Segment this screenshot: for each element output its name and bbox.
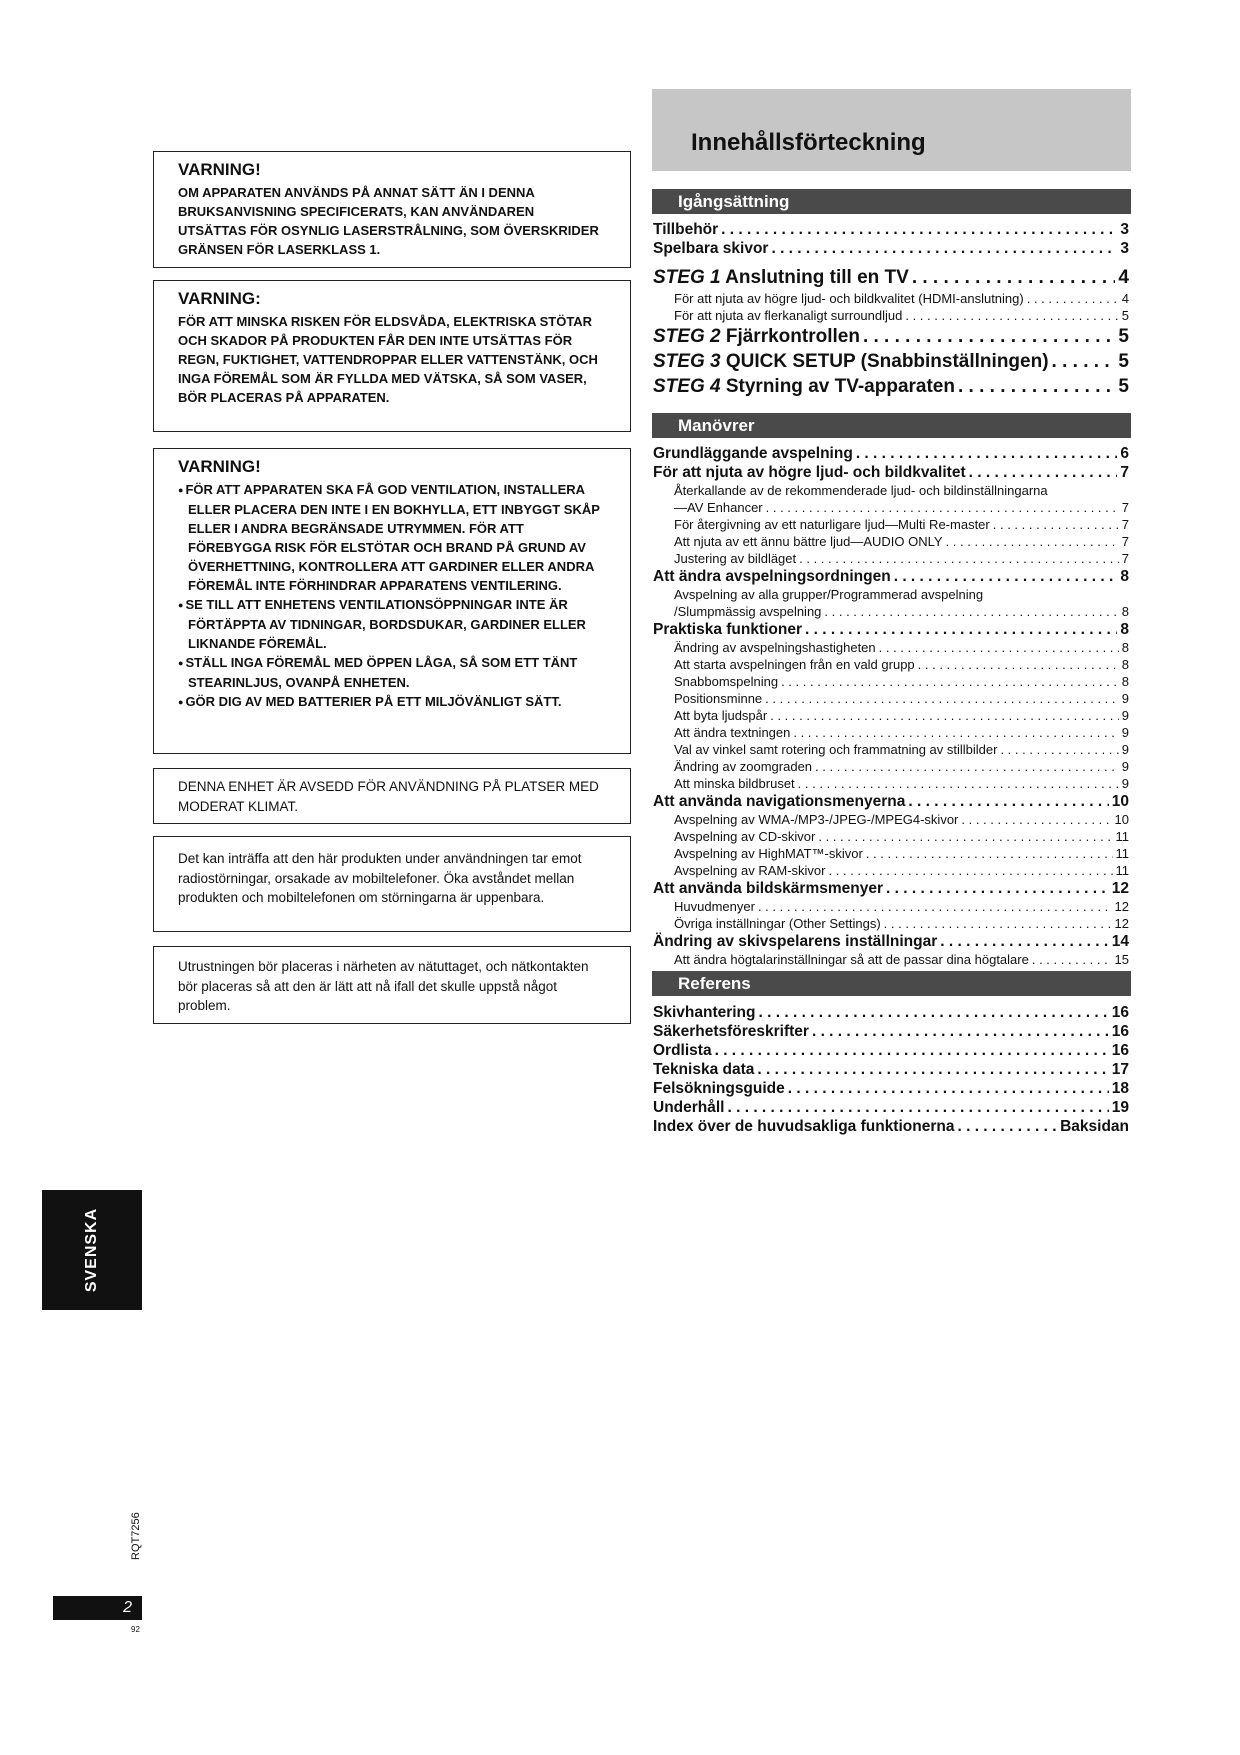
toc-sub-entry[interactable]: /Slumpmässig avspelning . . . 8 xyxy=(653,603,1129,620)
toc-sub-entry[interactable]: Ändring av zoomgraden . . . 9 xyxy=(653,758,1129,775)
toc-entry[interactable]: Grundläggande avspelning . . . 6 xyxy=(653,444,1129,463)
toc-sub-entry[interactable]: Positionsminne . . . 9 xyxy=(653,690,1129,707)
toc-entry[interactable]: Ordlista . . . 16 xyxy=(653,1041,1129,1060)
toc-entry[interactable]: Säkerhetsföreskrifter . . . 16 xyxy=(653,1022,1129,1041)
warning-list xyxy=(178,480,606,712)
notice-radio-interference xyxy=(153,836,631,932)
notice-text: Det kan inträffa att den här produkten under användningen tar emot radiostörningar, orsakade av mobiltelefoner. Öka avståndet mellan produkten och mobiltelefonen om störningarna är uppenbara. xyxy=(178,851,582,905)
toc-entry[interactable]: Skivhantering . . . 16 xyxy=(653,1003,1129,1022)
warning-box-fire xyxy=(153,280,631,432)
toc-entry[interactable]: Ändring av skivspelarens inställningar . . . 14 xyxy=(653,932,1129,951)
toc-list-igangsattning xyxy=(653,220,1129,258)
toc-entry-steg-4[interactable]: STEG 4 Styrning av TV-apparaten . . . 5 xyxy=(653,374,1129,399)
toc-header xyxy=(652,89,1131,171)
language-label: SVENSKA xyxy=(83,1207,100,1293)
notice-climate xyxy=(153,768,631,824)
page-number: 2 xyxy=(53,1596,142,1620)
toc-sub-entry[interactable]: Att ändra textningen . . . 9 xyxy=(653,724,1129,741)
warning-box-ventilation xyxy=(153,448,631,754)
toc-sub-entry[interactable]: Val av vinkel samt rotering och frammatning av stillbilder . . . 9 xyxy=(653,741,1129,758)
section-referens: Referens xyxy=(652,971,1131,996)
warning-item: ● SE TILL ATT ENHETENS VENTILATIONSÖPPNINGAR INTE ÄR FÖRTÄPPTA AV TIDNINGAR, BORDSDUKAR, GARDINER ELLER LIKNANDE FÖREMÅL. xyxy=(178,595,606,653)
toc-entry-steg-1[interactable]: STEG 1 Anslutning till en TV . . . 4 xyxy=(653,265,1129,290)
warning-heading: VARNING! xyxy=(178,457,261,476)
toc-entry[interactable]: Att använda bildskärmsmenyer . . . 12 xyxy=(653,879,1129,898)
toc-sub-entry[interactable]: Huvudmenyer . . . 12 xyxy=(653,898,1129,915)
toc-entry[interactable]: Tillbehör . . . 3 xyxy=(653,220,1129,239)
toc-sub-entry[interactable]: Avspelning av RAM-skivor . . . 11 xyxy=(653,862,1129,879)
toc-entry-steg-3[interactable]: STEG 3 QUICK SETUP (Snabbinställningen) . . . 5 xyxy=(653,349,1129,374)
notice-power-outlet xyxy=(153,946,631,1024)
model-code: RQT7256 xyxy=(130,1512,142,1560)
toc-sub-entry[interactable]: Avspelning av CD-skivor . . . 11 xyxy=(653,828,1129,845)
toc-title: Innehållsförteckning xyxy=(691,129,926,156)
warning-text: OM APPARATEN ANVÄNDS PÅ ANNAT SÄTT ÄN I DENNA BRUKSANVISNING SPECIFICERATS, KAN ANVÄNDAREN UTSÄTTAS FÖR OSYNLIG LASERSTRÅLNING, SOM ÖVERSKRIDER GRÄNSEN FÖR LASERKLASS 1. xyxy=(178,185,599,257)
warning-heading: VARNING: xyxy=(178,289,261,308)
warning-item: ● STÄLL INGA FÖREMÅL MED ÖPPEN LÅGA, SÅ SOM ETT TÄNT STEARINLJUS, OVANPÅ ENHETEN. xyxy=(178,653,606,692)
toc-entry[interactable]: Tekniska data . . . 17 xyxy=(653,1060,1129,1079)
toc-entry[interactable]: För att njuta av högre ljud- och bildkvalitet . . . 7 xyxy=(653,463,1129,482)
toc-sub-entry[interactable]: För återgivning av ett naturligare ljud—Multi Re-master . . . 7 xyxy=(653,516,1129,533)
toc-entry[interactable]: Index över de huvudsakliga funktionerna . . . Baksidan xyxy=(653,1117,1129,1136)
toc-sub-entry[interactable]: Att minska bildbruset . . . 9 xyxy=(653,775,1129,792)
notice-text: DENNA ENHET ÄR AVSEDD FÖR ANVÄNDNING PÅ PLATSER MED MODERAT KLIMAT. xyxy=(178,779,599,814)
toc-entry-steg-2[interactable]: STEG 2 Fjärrkontrollen . . . 5 xyxy=(653,324,1129,349)
toc-list-steg xyxy=(653,265,1129,399)
toc-sub-entry[interactable]: Avspelning av WMA-/MP3-/JPEG-/MPEG4-skivor . . . 10 xyxy=(653,811,1129,828)
warning-item: ● FÖR ATT APPARATEN SKA FÅ GOD VENTILATION, INSTALLERA ELLER PLACERA DEN INTE I EN BOKHYLLA, ETT INBYGGT SKÅP ELLER I ANDRA BEGRÄNSADE UTRYMMEN. FÖR ATT FÖREBYGGA RISK FÖR ELSTÖTAR OCH BRAND PÅ GRUND AV ÖVERHETTNING, KONTROLLERA ATT GARDINER ELLER ANDRA FÖREMÅL INTE FÖRHINDRAR APPARATENS VENTILERING. xyxy=(178,480,606,595)
toc-entry[interactable]: Att ändra avspelningsordningen . . . 8 xyxy=(653,567,1129,586)
toc-sub-entry[interactable]: För att njuta av flerkanaligt surroundljud . . . 5 xyxy=(653,307,1129,324)
section-manovrer: Manövrer xyxy=(652,413,1131,438)
toc-sub-entry[interactable]: Att njuta av ett ännu bättre ljud—AUDIO ONLY . . . 7 xyxy=(653,533,1129,550)
warning-heading: VARNING! xyxy=(178,160,261,179)
warning-text: FÖR ATT MINSKA RISKEN FÖR ELDSVÅDA, ELEKTRISKA STÖTAR OCH SKADOR PÅ PRODUKTEN FÅR DEN INTE UTSÄTTAS FÖR REGN, FUKTIGHET, VATTENDROPPAR ELLER VATTENSTÄNK, OCH INGA FÖREMÅL SOM ÄR FYLLDA MED VÄTSKA, SÅ SOM VASER, BÖR PLACERAS PÅ APPARATEN. xyxy=(178,314,598,405)
toc-sub-entry[interactable]: För att njuta av högre ljud- och bildkvalitet (HDMI-anslutning) . . . 4 xyxy=(653,290,1129,307)
toc-sub-entry[interactable]: Övriga inställningar (Other Settings) . . . 12 xyxy=(653,915,1129,932)
toc-entry[interactable]: Spelbara skivor . . . 3 xyxy=(653,239,1129,258)
toc-entry[interactable]: Praktiska funktioner . . . 8 xyxy=(653,620,1129,639)
toc-sub-entry[interactable]: Avspelning av HighMAT™-skivor . . . 11 xyxy=(653,845,1129,862)
toc-entry[interactable]: Underhåll . . . 19 xyxy=(653,1098,1129,1117)
toc-sub-entry[interactable]: Att ändra högtalarinställningar så att de passar dina högtalare . . . 15 xyxy=(653,951,1129,968)
toc-list-manovrer xyxy=(653,444,1129,968)
warning-item: ● GÖR DIG AV MED BATTERIER PÅ ETT MILJÖVÄNLIGT SÄTT. xyxy=(178,692,606,712)
section-igangsattning: Igångsättning xyxy=(652,189,1131,214)
toc-sub-entry-wrap: Återkallande av de rekommenderade ljud- och bildinställningarna xyxy=(674,483,1048,498)
toc-sub-entry[interactable]: Att byta ljudspår . . . 9 xyxy=(653,707,1129,724)
toc-sub-entry[interactable]: Ändring av avspelningshastigheten . . . 8 xyxy=(653,639,1129,656)
toc-sub-entry[interactable]: Snabbomspelning . . . 8 xyxy=(653,673,1129,690)
toc-sub-entry[interactable]: Justering av bildläget . . . 7 xyxy=(653,550,1129,567)
page-sub-number: 92 xyxy=(131,1625,140,1634)
toc-sub-entry-wrap: Avspelning av alla grupper/Programmerad avspelning xyxy=(674,587,984,602)
toc-entry[interactable]: Felsökningsguide . . . 18 xyxy=(653,1079,1129,1098)
warning-box-laser xyxy=(153,151,631,268)
toc-entry[interactable]: Att använda navigationsmenyerna . . . 10 xyxy=(653,792,1129,811)
language-tab xyxy=(42,1190,142,1310)
toc-sub-entry[interactable]: —AV Enhancer . . . 7 xyxy=(653,499,1129,516)
toc-sub-entry[interactable]: Att starta avspelningen från en vald grupp . . . 8 xyxy=(653,656,1129,673)
notice-text: Utrustningen bör placeras i närheten av nätuttaget, och nätkontakten bör placeras så att den är lätt att nå ifall det skulle uppstå något problem. xyxy=(178,959,589,1013)
toc-list-referens xyxy=(653,1003,1129,1136)
